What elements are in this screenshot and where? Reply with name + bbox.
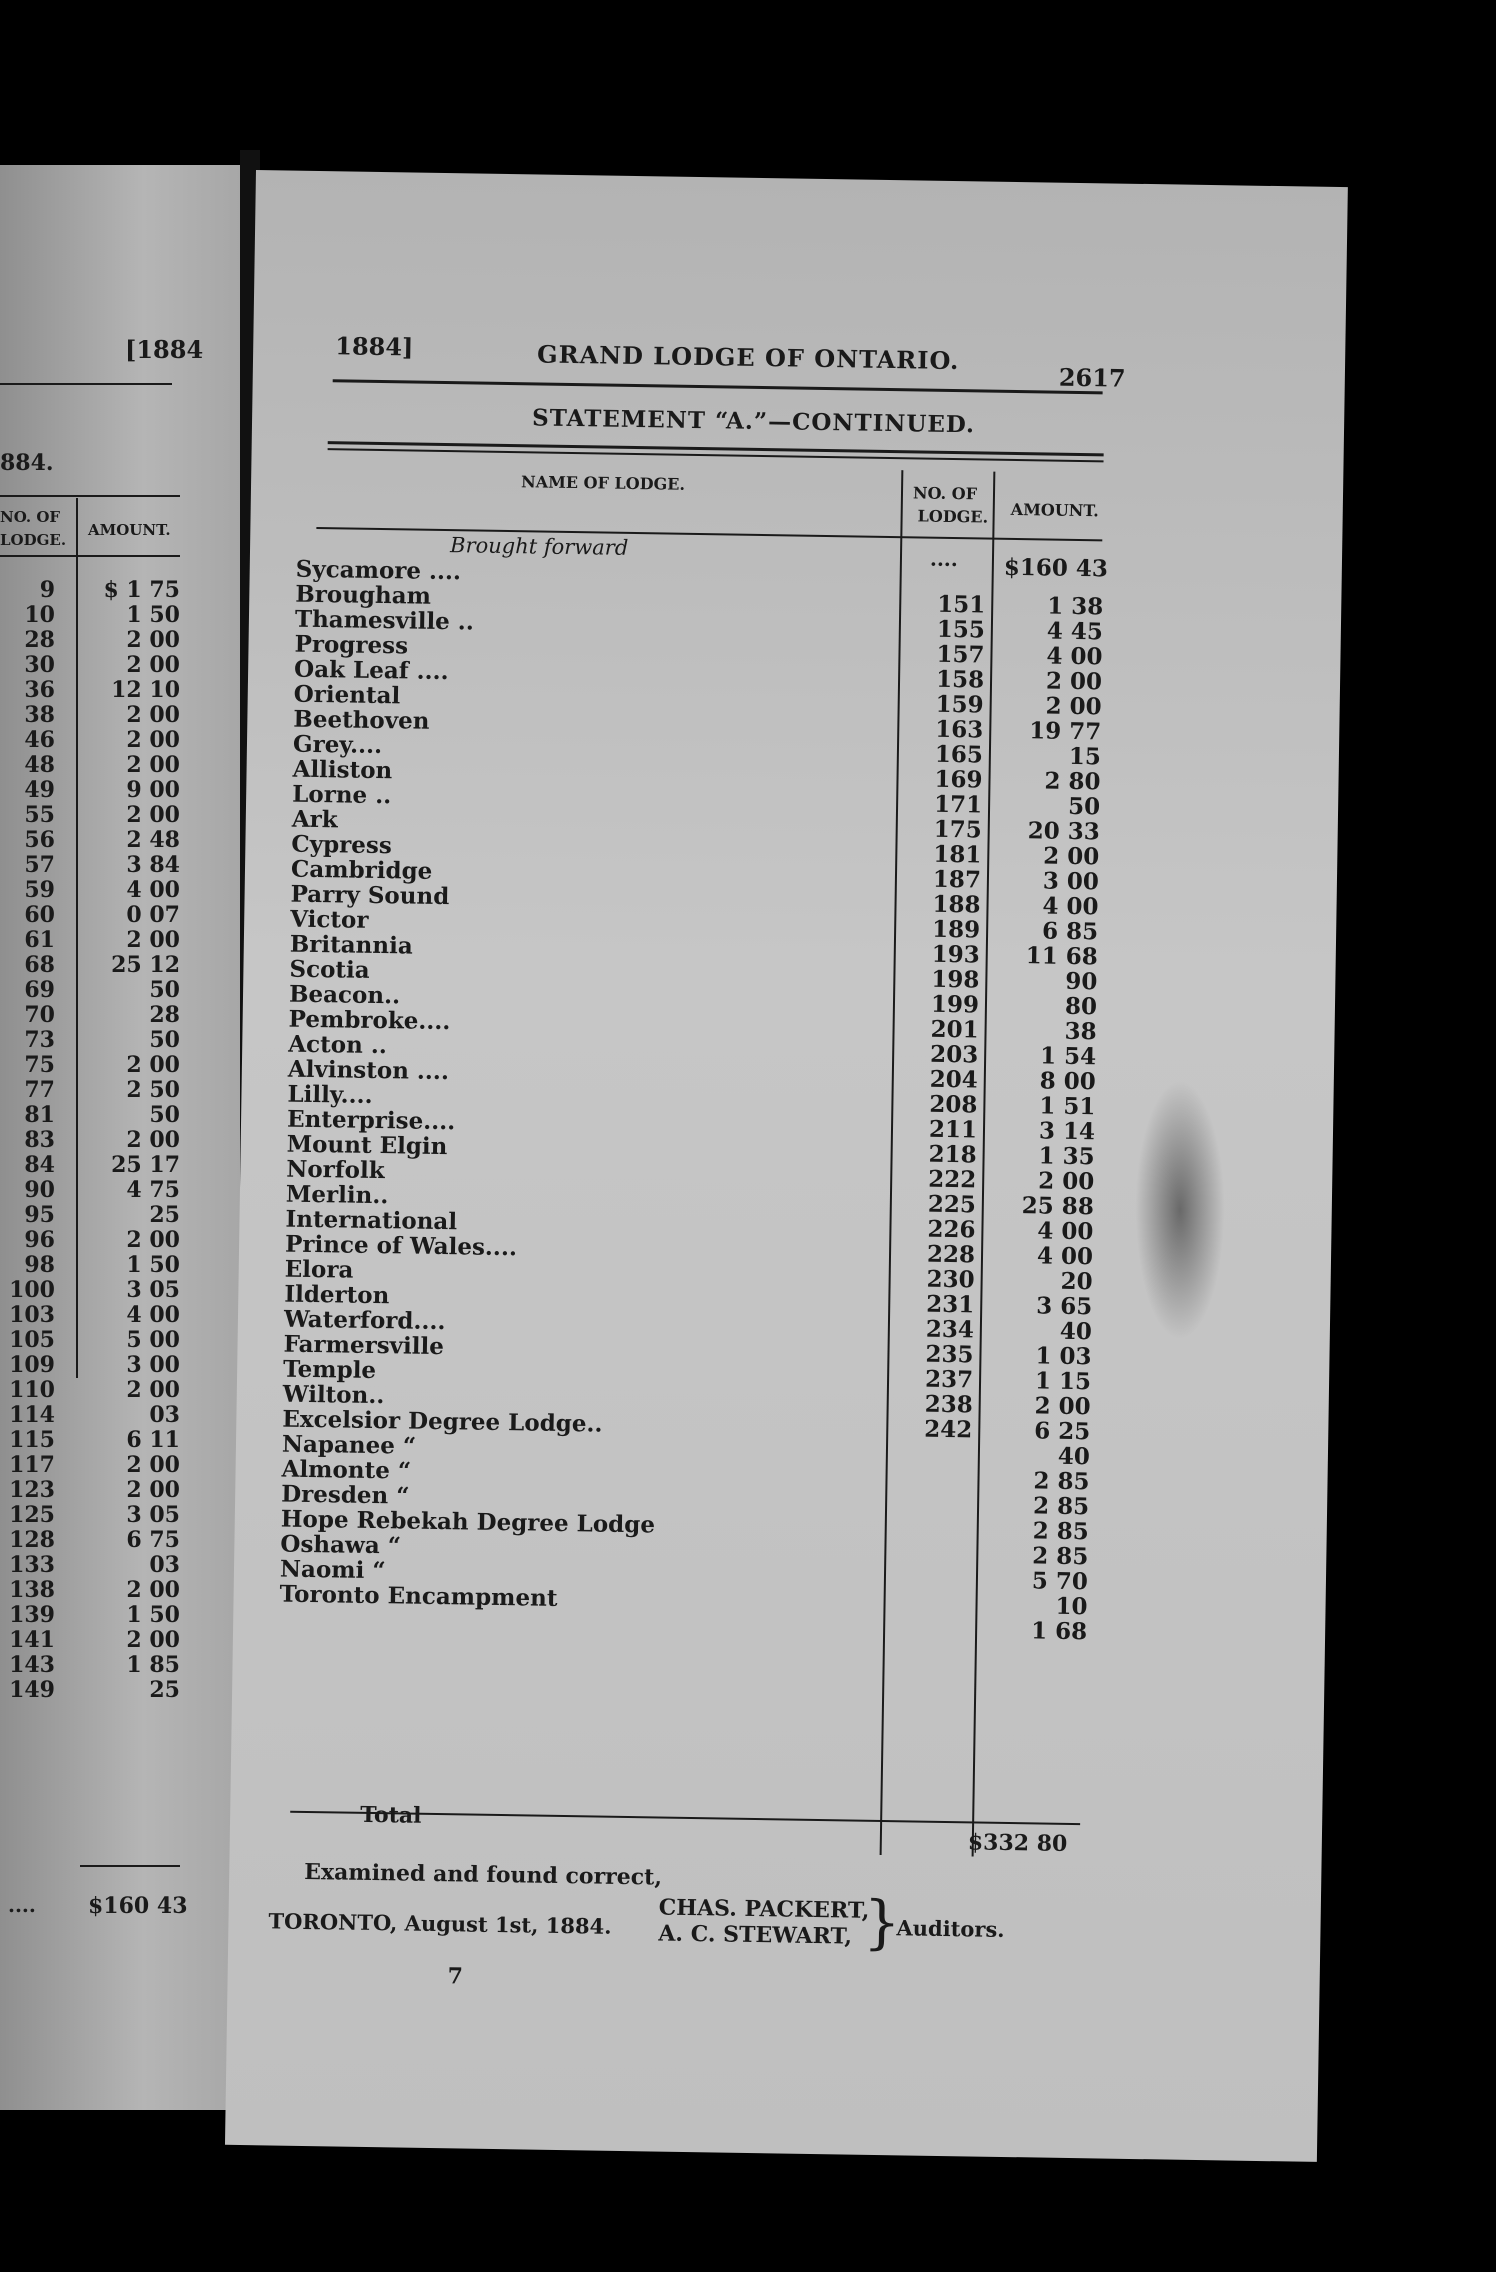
left-table-row bbox=[0, 1452, 180, 1477]
left-table-row bbox=[0, 777, 180, 802]
left-total-dots: .... bbox=[8, 1893, 36, 1917]
left-table-row bbox=[0, 1677, 180, 1702]
lodge-amount: 11 68 bbox=[1025, 942, 1098, 971]
lodge-name: Ilderton bbox=[284, 1280, 390, 1310]
brought-forward-label: Brought forward bbox=[449, 533, 629, 560]
left-table-row bbox=[0, 977, 180, 1002]
left-lodge-no: 48 bbox=[24, 752, 55, 778]
auditor-1: CHAS. PACKERT, bbox=[658, 1894, 870, 1924]
left-col-no-header-1: NO. OF bbox=[0, 508, 61, 526]
left-year-header: [1884 bbox=[125, 335, 204, 364]
left-lodge-amount: 4 00 bbox=[126, 1302, 180, 1328]
lodge-number bbox=[882, 1440, 972, 1441]
lodge-amount: 4 00 bbox=[1037, 1217, 1094, 1246]
left-lodge-amount: 2 00 bbox=[126, 1377, 180, 1403]
lodge-amount: 2 85 bbox=[1032, 1492, 1090, 1521]
left-lodge-no: 90 bbox=[24, 1177, 55, 1203]
lodge-amount: 1 35 bbox=[1038, 1142, 1095, 1171]
left-lodge-no: 73 bbox=[24, 1027, 55, 1053]
left-lodge-no: 59 bbox=[24, 877, 55, 903]
left-lodge-amount: 3 84 bbox=[126, 852, 180, 878]
left-table-row bbox=[0, 727, 180, 752]
lodge-name: Progress bbox=[294, 630, 409, 660]
lodge-number: 201 bbox=[930, 1015, 979, 1044]
left-table-row bbox=[0, 1177, 180, 1202]
total-label: Total bbox=[359, 1801, 422, 1829]
left-table-row bbox=[0, 1577, 180, 1602]
lodge-number bbox=[881, 1490, 971, 1491]
lodge-name: Prince of Wales.... bbox=[284, 1230, 518, 1262]
left-table-row bbox=[0, 1602, 180, 1627]
lodge-number: 231 bbox=[926, 1290, 975, 1319]
lodge-name: Cypress bbox=[291, 830, 393, 860]
left-lodge-no: 138 bbox=[9, 1577, 55, 1603]
left-lodge-no: 98 bbox=[24, 1252, 55, 1278]
lodge-name: Thamesville .. bbox=[294, 605, 475, 636]
col-amount-header: AMOUNT. bbox=[1010, 499, 1099, 521]
page-number: 2617 bbox=[1058, 362, 1126, 393]
lodge-name: Norfolk bbox=[286, 1155, 385, 1185]
lodge-number: 203 bbox=[929, 1040, 979, 1069]
lodge-number: 151 bbox=[937, 590, 986, 619]
left-lodge-no: 128 bbox=[9, 1527, 55, 1553]
left-table-top-rule bbox=[0, 495, 180, 497]
lodge-amount: 3 14 bbox=[1038, 1117, 1096, 1146]
left-lodge-amount: 2 50 bbox=[126, 1077, 180, 1103]
left-lodge-amount: 4 75 bbox=[126, 1177, 180, 1203]
left-lodge-amount: 1 50 bbox=[126, 1252, 180, 1278]
col-no-header-1: NO. OF bbox=[912, 483, 978, 504]
lodge-name: Acton .. bbox=[288, 1030, 388, 1060]
left-lodge-amount: 1 85 bbox=[126, 1652, 180, 1678]
left-table-row bbox=[0, 1627, 180, 1652]
left-table-row bbox=[0, 802, 180, 827]
lodge-amount: 2 85 bbox=[1033, 1467, 1090, 1496]
lodge-amount: 6 85 bbox=[1041, 917, 1099, 946]
left-table-row bbox=[0, 1377, 180, 1402]
left-table-row bbox=[0, 877, 180, 902]
left-lodge-no: 57 bbox=[24, 852, 55, 878]
lodge-name: Almonte “ bbox=[281, 1455, 412, 1485]
lodge-number: 228 bbox=[926, 1240, 976, 1269]
left-lodge-amount: 25 bbox=[149, 1677, 180, 1703]
left-lodge-amount: 25 bbox=[149, 1202, 180, 1228]
left-table-row bbox=[0, 927, 180, 952]
left-table-row bbox=[0, 1652, 180, 1677]
left-table-row bbox=[0, 1477, 180, 1502]
lodge-name: Naomi “ bbox=[279, 1555, 386, 1585]
left-lodge-amount: 3 05 bbox=[126, 1277, 180, 1303]
left-table-row bbox=[0, 577, 180, 602]
left-lodge-amount: 2 00 bbox=[126, 702, 180, 728]
lodge-number: 193 bbox=[931, 940, 980, 969]
lodge-amount: 8 00 bbox=[1039, 1067, 1096, 1096]
statement-title: STATEMENT “A.”—CONTINUED. bbox=[531, 404, 976, 439]
lodge-name: Alvinston .... bbox=[287, 1055, 450, 1086]
col-no-header-2: LODGE. bbox=[917, 506, 989, 527]
left-lodge-no: 110 bbox=[9, 1377, 55, 1403]
left-table-row bbox=[0, 1127, 180, 1152]
lodge-amount: 1 51 bbox=[1039, 1092, 1096, 1121]
lodge-name: Lilly.... bbox=[287, 1080, 373, 1109]
left-lodge-no: 46 bbox=[24, 727, 55, 753]
left-lodge-amount: 03 bbox=[149, 1552, 180, 1578]
lodge-number: 204 bbox=[929, 1065, 979, 1094]
lodge-name: Victor bbox=[290, 905, 369, 934]
lodge-amount: 2 00 bbox=[1043, 842, 1100, 871]
lodge-name: Elora bbox=[284, 1255, 354, 1284]
lodge-amount: 20 bbox=[1060, 1267, 1093, 1296]
lodge-amount: 25 88 bbox=[1021, 1192, 1095, 1221]
left-lodge-amount: 50 bbox=[149, 1027, 180, 1053]
left-table-row bbox=[0, 1052, 180, 1077]
left-table-row bbox=[0, 1352, 180, 1377]
lodge-number: 235 bbox=[925, 1340, 974, 1369]
lodge-number: 158 bbox=[935, 665, 985, 694]
left-lodge-amount: 3 05 bbox=[126, 1502, 180, 1528]
lodge-number: 238 bbox=[924, 1390, 973, 1419]
left-table-row bbox=[0, 952, 180, 977]
total-amount: $332 80 bbox=[967, 1829, 1068, 1857]
lodge-amount: 2 85 bbox=[1032, 1542, 1089, 1571]
left-lodge-no: 96 bbox=[24, 1227, 55, 1253]
left-lodge-no: 75 bbox=[24, 1052, 55, 1078]
lodge-amount: 90 bbox=[1065, 967, 1098, 996]
lodge-amount: 4 00 bbox=[1046, 642, 1103, 671]
lodge-name: Scotia bbox=[289, 955, 370, 984]
lodge-name: Dresden “ bbox=[280, 1480, 410, 1510]
left-lodge-no: 68 bbox=[24, 952, 55, 978]
lodge-number: 199 bbox=[930, 990, 980, 1019]
lodge-name: Merlin.. bbox=[285, 1180, 389, 1210]
lodge-amount: 1 54 bbox=[1039, 1042, 1097, 1071]
lodge-number: 218 bbox=[928, 1140, 977, 1169]
lodge-amount: 1 15 bbox=[1034, 1367, 1092, 1396]
title-rule bbox=[333, 379, 1103, 394]
left-lodge-amount: 2 00 bbox=[126, 1052, 180, 1078]
lodge-name: Grey.... bbox=[292, 730, 383, 760]
left-lodge-no: 105 bbox=[9, 1327, 55, 1353]
left-lodge-amount: 0 07 bbox=[126, 902, 180, 928]
left-col-no-header-2: LODGE. bbox=[0, 531, 67, 549]
left-table-row bbox=[0, 652, 180, 677]
lodge-name: Mount Elgin bbox=[286, 1130, 448, 1161]
auditors-label: Auditors. bbox=[896, 1915, 1005, 1942]
lodge-name: Oriental bbox=[293, 680, 401, 710]
lodge-name: Alliston bbox=[292, 755, 393, 785]
left-lodge-amount: 1 50 bbox=[126, 602, 180, 628]
lodge-number: 211 bbox=[928, 1115, 978, 1144]
left-table-row bbox=[0, 1027, 180, 1052]
lodge-name: Lorne .. bbox=[291, 780, 392, 810]
left-table-row bbox=[0, 1277, 180, 1302]
left-table-row bbox=[0, 1327, 180, 1352]
left-header-rule bbox=[0, 383, 172, 385]
left-lodge-no: 149 bbox=[9, 1677, 55, 1703]
lodge-number: 237 bbox=[924, 1365, 974, 1394]
lodge-name: Hope Rebekah Degree Lodge bbox=[280, 1505, 656, 1539]
lodge-name: Oak Leaf .... bbox=[293, 655, 449, 686]
left-lodge-no: 84 bbox=[24, 1152, 55, 1178]
left-header-bottom-rule bbox=[0, 555, 180, 557]
left-lodge-amount: 1 50 bbox=[126, 1602, 180, 1628]
left-table-row bbox=[0, 1202, 180, 1227]
lodge-amount: 4 00 bbox=[1036, 1242, 1094, 1271]
left-lodge-no: 60 bbox=[24, 902, 55, 928]
lodge-name: Oshawa “ bbox=[280, 1530, 402, 1560]
brought-forward-no: .... bbox=[929, 546, 959, 572]
left-table-row bbox=[0, 852, 180, 877]
left-lodge-no: 56 bbox=[24, 827, 55, 853]
lodge-number: 188 bbox=[932, 890, 981, 919]
left-lodge-amount: 2 00 bbox=[126, 727, 180, 753]
lodge-amount: 40 bbox=[1059, 1317, 1093, 1346]
lodge-amount: 3 65 bbox=[1036, 1292, 1093, 1321]
lodge-amount: 1 38 bbox=[1047, 592, 1104, 621]
left-lodge-no: 49 bbox=[24, 777, 55, 803]
left-lodge-amount: 9 00 bbox=[126, 777, 180, 803]
lodge-number: 198 bbox=[931, 965, 980, 994]
left-lodge-no: 125 bbox=[9, 1502, 55, 1528]
page-year: 1884] bbox=[335, 331, 414, 362]
lodge-number: 208 bbox=[929, 1090, 978, 1119]
lodge-amount: 3 00 bbox=[1042, 867, 1100, 896]
left-lodge-no: 100 bbox=[9, 1277, 55, 1303]
left-fragment: 884. bbox=[0, 450, 54, 476]
left-lodge-no: 55 bbox=[24, 802, 55, 828]
lodge-amount: 38 bbox=[1064, 1017, 1097, 1046]
left-lodge-no: 117 bbox=[9, 1452, 55, 1478]
lodge-name: Excelsior Degree Lodge.. bbox=[282, 1405, 603, 1438]
lodge-number: 169 bbox=[934, 765, 983, 794]
left-lodge-amount: 12 10 bbox=[111, 677, 180, 703]
left-lodge-amount: 2 00 bbox=[126, 1627, 180, 1653]
left-table-row bbox=[0, 1252, 180, 1277]
lodge-amount: 4 45 bbox=[1046, 617, 1104, 646]
left-lodge-no: 139 bbox=[9, 1602, 55, 1628]
left-lodge-no: 141 bbox=[9, 1627, 55, 1653]
left-lodge-amount: 5 00 bbox=[126, 1327, 180, 1353]
lodge-number: 181 bbox=[933, 840, 982, 869]
lodge-number: 159 bbox=[935, 690, 984, 719]
lodge-amount: 2 00 bbox=[1045, 667, 1103, 696]
place-date: TORONTO, August 1st, 1884. bbox=[268, 1908, 612, 1939]
lodge-number: 242 bbox=[924, 1415, 973, 1444]
left-lodge-no: 81 bbox=[24, 1102, 55, 1128]
left-table-row bbox=[0, 1427, 180, 1452]
left-table-row bbox=[0, 602, 180, 627]
lodge-number: 171 bbox=[933, 790, 983, 819]
left-lodge-no: 95 bbox=[24, 1202, 55, 1228]
lodge-amount: 2 00 bbox=[1034, 1392, 1091, 1421]
lodge-amount: 20 33 bbox=[1027, 817, 1100, 846]
left-lodge-amount: 28 bbox=[149, 1002, 180, 1028]
left-lodge-amount: 25 12 bbox=[111, 952, 180, 978]
lodge-name: Wilton.. bbox=[282, 1380, 385, 1410]
lodge-amount: 10 bbox=[1055, 1592, 1088, 1621]
lodge-name: Britannia bbox=[289, 930, 413, 960]
left-lodge-no: 123 bbox=[9, 1477, 55, 1503]
lodge-number bbox=[896, 565, 986, 566]
lodge-number: 234 bbox=[925, 1315, 975, 1344]
left-lodge-amount: 6 75 bbox=[126, 1527, 180, 1553]
left-lodge-no: 9 bbox=[39, 577, 55, 603]
left-table-row bbox=[0, 627, 180, 652]
lodge-amount: 2 00 bbox=[1037, 1167, 1095, 1196]
left-table-row bbox=[0, 902, 180, 927]
left-lodge-amount: 2 48 bbox=[126, 827, 180, 853]
lodge-amount: 50 bbox=[1067, 792, 1101, 821]
left-lodge-no: 30 bbox=[24, 652, 55, 678]
lodge-number bbox=[880, 1565, 970, 1566]
lodge-amount: 19 77 bbox=[1029, 717, 1102, 746]
left-lodge-amount: 25 17 bbox=[111, 1152, 180, 1178]
lodge-amount: 2 85 bbox=[1032, 1517, 1089, 1546]
left-lodge-no: 143 bbox=[9, 1652, 55, 1678]
left-lodge-no: 28 bbox=[24, 627, 55, 653]
left-lodge-amount: 50 bbox=[149, 1102, 180, 1128]
lodge-name: Ark bbox=[291, 805, 338, 834]
lodge-amount: 2 00 bbox=[1045, 692, 1102, 721]
left-lodge-amount: 2 00 bbox=[126, 1452, 180, 1478]
left-lodge-no: 83 bbox=[24, 1127, 55, 1153]
lodge-name: Toronto Encampment bbox=[279, 1580, 558, 1612]
left-lodge-amount: 50 bbox=[149, 977, 180, 1003]
left-table-row bbox=[0, 1077, 180, 1102]
left-lodge-no: 114 bbox=[9, 1402, 55, 1428]
left-table-row bbox=[0, 1002, 180, 1027]
lodge-name: Sycamore .... bbox=[295, 555, 462, 586]
lodge-number bbox=[881, 1540, 971, 1541]
left-total-amount: $160 43 bbox=[88, 1893, 188, 1919]
left-table-row bbox=[0, 1152, 180, 1177]
left-lodge-amount: $ 1 75 bbox=[103, 577, 180, 603]
left-table-row bbox=[0, 1527, 180, 1552]
lodge-number: 226 bbox=[927, 1215, 976, 1244]
left-lodge-no: 115 bbox=[9, 1427, 55, 1453]
lodge-number: 155 bbox=[936, 615, 986, 644]
left-lodge-amount: 6 11 bbox=[126, 1427, 180, 1453]
header-bottom-rule bbox=[316, 527, 1102, 541]
left-table-row bbox=[0, 702, 180, 727]
lodge-number: 163 bbox=[935, 715, 984, 744]
lodge-amount: 1 68 bbox=[1030, 1617, 1088, 1646]
lodge-number: 189 bbox=[931, 915, 981, 944]
brace-icon: } bbox=[863, 1887, 901, 1957]
left-lodge-amount: 4 00 bbox=[126, 877, 180, 903]
lodge-amount: 6 25 bbox=[1034, 1417, 1091, 1446]
lodge-amount: 2 80 bbox=[1044, 767, 1101, 796]
lodge-name: Enterprise.... bbox=[286, 1105, 456, 1136]
lodge-number: 165 bbox=[934, 740, 984, 769]
col-name-header: NAME OF LODGE. bbox=[520, 472, 686, 494]
left-lodge-amount: 2 00 bbox=[126, 927, 180, 953]
left-page bbox=[0, 165, 240, 2110]
lodge-name: Pembroke.... bbox=[288, 1005, 451, 1036]
left-table-row bbox=[0, 1402, 180, 1427]
lodge-number bbox=[879, 1615, 969, 1616]
lodge-name: Napanee “ bbox=[281, 1430, 417, 1460]
left-lodge-no: 10 bbox=[24, 602, 55, 628]
lodge-amount: 1 03 bbox=[1035, 1342, 1092, 1371]
lodge-amount: 40 bbox=[1057, 1442, 1091, 1471]
left-total-rule bbox=[80, 1865, 180, 1867]
examined-line: Examined and found correct, bbox=[304, 1858, 663, 1891]
signature-mark: 7 bbox=[447, 1963, 464, 1990]
left-table-row bbox=[0, 1302, 180, 1327]
left-col-amount-header: AMOUNT. bbox=[88, 521, 171, 539]
lodge-name: International bbox=[285, 1205, 458, 1236]
left-lodge-amount: 2 00 bbox=[126, 1227, 180, 1253]
auditor-2: A. C. STEWART, bbox=[658, 1920, 853, 1950]
lodge-name: Cambridge bbox=[290, 855, 433, 885]
lodge-amount: 15 bbox=[1068, 742, 1102, 771]
statement-rule-2 bbox=[328, 448, 1104, 462]
left-lodge-no: 38 bbox=[24, 702, 55, 728]
lodge-name: Temple bbox=[282, 1355, 377, 1385]
left-lodge-no: 103 bbox=[9, 1302, 55, 1328]
left-lodge-amount: 03 bbox=[149, 1402, 180, 1428]
left-lodge-amount: 2 00 bbox=[126, 752, 180, 778]
left-lodge-amount: 2 00 bbox=[126, 652, 180, 678]
lodge-name: Beethoven bbox=[293, 705, 430, 735]
left-lodge-amount: 3 00 bbox=[126, 1352, 180, 1378]
lodge-name: Parry Sound bbox=[290, 880, 450, 911]
left-table-row bbox=[0, 1227, 180, 1252]
left-table-row bbox=[0, 677, 180, 702]
lodge-number bbox=[881, 1515, 971, 1516]
lodge-number: 230 bbox=[926, 1265, 975, 1294]
left-table-row bbox=[0, 1552, 180, 1577]
left-lodge-no: 77 bbox=[24, 1077, 55, 1103]
left-lodge-amount: 2 00 bbox=[126, 1127, 180, 1153]
brought-forward-amount: $160 43 bbox=[1003, 553, 1109, 583]
left-lodge-amount: 2 00 bbox=[126, 1477, 180, 1503]
ink-stain bbox=[1135, 1080, 1225, 1340]
left-lodge-no: 69 bbox=[24, 977, 55, 1003]
lodge-name: Brougham bbox=[295, 580, 432, 610]
left-lodge-amount: 2 00 bbox=[126, 627, 180, 653]
lodge-number: 225 bbox=[927, 1190, 977, 1219]
lodge-number: 157 bbox=[936, 640, 985, 669]
left-table-row bbox=[0, 1502, 180, 1527]
left-lodge-amount: 2 00 bbox=[126, 1577, 180, 1603]
lodge-number: 222 bbox=[928, 1165, 977, 1194]
left-lodge-no: 70 bbox=[24, 1002, 55, 1028]
lodge-name: Beacon.. bbox=[288, 980, 401, 1010]
lodge-name: Waterford.... bbox=[283, 1305, 446, 1336]
lodge-amount: 4 00 bbox=[1042, 892, 1099, 921]
page-title: GRAND LODGE OF ONTARIO. bbox=[536, 339, 960, 376]
lodge-amount: 5 70 bbox=[1031, 1567, 1089, 1596]
left-table-row bbox=[0, 752, 180, 777]
left-table-row bbox=[0, 827, 180, 852]
left-lodge-amount: 2 00 bbox=[126, 802, 180, 828]
left-lodge-no: 36 bbox=[24, 677, 55, 703]
left-lodge-no: 109 bbox=[9, 1352, 55, 1378]
left-lodge-no: 61 bbox=[24, 927, 55, 953]
lodge-name: Farmersville bbox=[283, 1330, 445, 1361]
lodge-number: 187 bbox=[932, 865, 982, 894]
lodge-amount: 80 bbox=[1064, 992, 1098, 1021]
lodge-number: 175 bbox=[933, 815, 982, 844]
left-table-row bbox=[0, 1102, 180, 1127]
left-lodge-no: 133 bbox=[9, 1552, 55, 1578]
